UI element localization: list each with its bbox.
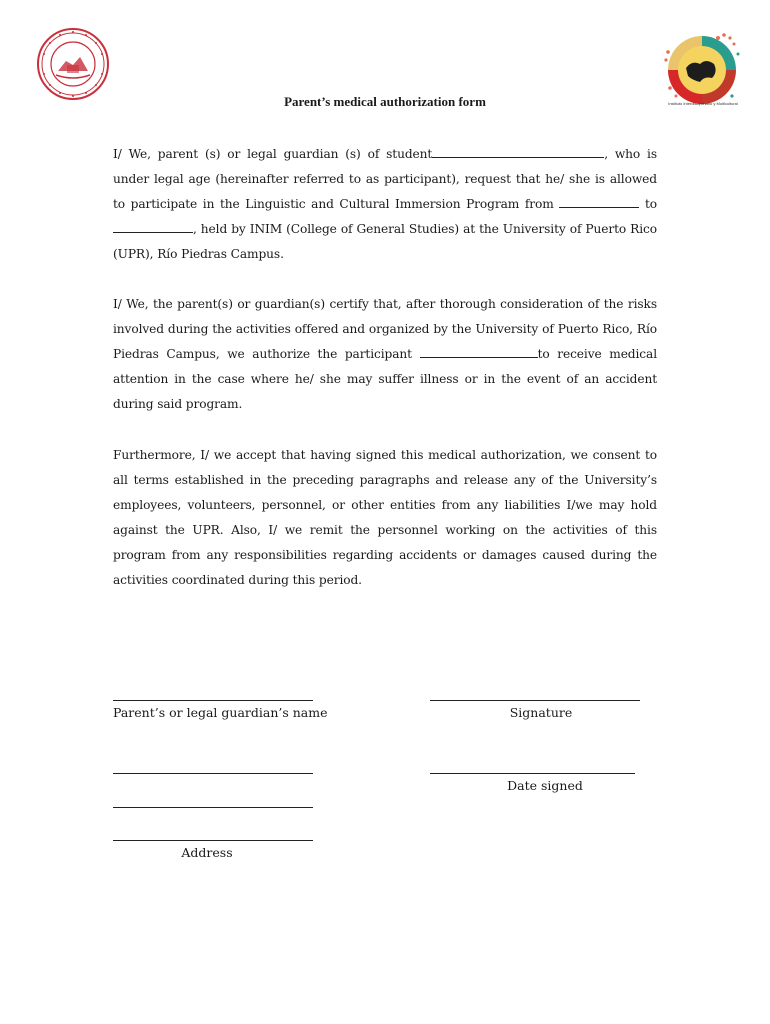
student-name-blank[interactable]: [432, 147, 604, 158]
date-signed-label: Date signed: [507, 778, 583, 793]
p1-text-4: , held by INIM (College of General Studies) at the University of Puerto Rico (UPR), Río Piedras Campus.: [113, 222, 657, 261]
p1-text-2: , who is under legal age (hereinafter referred to as participant), request that he/ she is allowed to participate in the Linguistic and Cultural Immersion Program from: [113, 147, 657, 211]
address-line-2[interactable]: [113, 807, 313, 808]
address-line-3[interactable]: [113, 840, 313, 841]
guardian-name-label: Parent’s or legal guardian’s name: [113, 705, 328, 720]
date-signed-line[interactable]: [430, 773, 635, 774]
upr-seal-logo: [36, 27, 110, 101]
address-label: Address: [181, 845, 233, 860]
paragraph-authorization: [113, 292, 657, 417]
program-start-date-blank[interactable]: [559, 197, 639, 208]
page-title: Parent’s medical authorization form: [284, 94, 486, 109]
inim-logo-caption: Instituto Interdisciplinario y Multicultural: [668, 101, 738, 106]
p2-text-1: I/ We, the parent(s) or guardian(s) certify that, after thorough consideration of the risks involved during the activities offered and organized by the University of Puerto Rico, Río Piedras Campus, we authorize the participant: [113, 297, 657, 361]
address-line-1[interactable]: [113, 773, 313, 774]
guardian-name-line[interactable]: [113, 700, 313, 701]
paragraph-release: Furthermore, I/ we accept that having signed this medical authorization, we consent to all terms established in the preceding paragraphs and release any of the University’s employees, volunteers, personnel, or other entities from any liabilities I/we may hold against the UPR. Also, I/ we remit the personnel working on the activities of this program from any responsibilities regarding accidents or damages caused during the activities coordinated during this period.: [113, 448, 657, 587]
p1-text-3: to: [644, 197, 657, 211]
participant-name-blank[interactable]: [420, 347, 538, 358]
signature-line[interactable]: [430, 700, 640, 701]
program-end-date-blank[interactable]: [113, 222, 193, 233]
signature-label: Signature: [509, 705, 573, 720]
p1-text-1: I/ We, parent (s) or legal guardian (s) of student: [113, 147, 433, 161]
p2-text-2: to receive medical attention in the case where he/ she may suffer illness or in the event of an accident during said program.: [113, 347, 657, 411]
paragraph-request: [113, 142, 657, 267]
